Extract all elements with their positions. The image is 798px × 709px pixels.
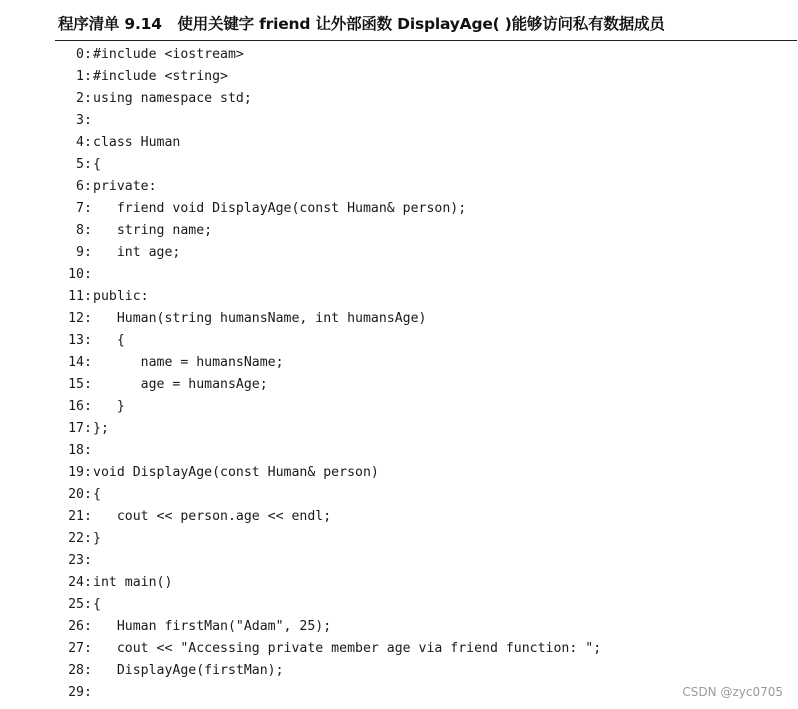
line-separator: : <box>84 487 92 502</box>
title-divider <box>55 40 797 41</box>
code-line <box>58 154 601 176</box>
line-number: 20 <box>68 487 84 502</box>
line-number: 23 <box>68 553 84 568</box>
code-line <box>58 374 601 396</box>
line-separator: : <box>84 267 92 282</box>
line-number: 24 <box>68 575 84 590</box>
code-line <box>58 66 601 88</box>
line-number: 11 <box>68 289 84 304</box>
line-code: } <box>93 399 125 414</box>
line-separator: : <box>84 685 92 700</box>
line-code: name = humansName; <box>93 355 284 370</box>
line-separator: : <box>84 223 92 238</box>
line-number: 5 <box>76 157 84 172</box>
line-code: private: <box>93 179 157 194</box>
line-code: class Human <box>93 135 181 150</box>
line-number: 0 <box>76 47 84 62</box>
line-number: 8 <box>76 223 84 238</box>
line-number: 29 <box>68 685 84 700</box>
line-separator: : <box>84 245 92 260</box>
line-separator: : <box>84 355 92 370</box>
line-separator: : <box>84 619 92 634</box>
line-code: cout << "Accessing private member age via friend function: "; <box>93 641 602 656</box>
code-line <box>58 44 601 66</box>
line-number: 1 <box>76 69 84 84</box>
code-line <box>58 242 601 264</box>
line-separator: : <box>84 135 92 150</box>
line-separator: : <box>84 509 92 524</box>
line-code: }; <box>93 421 109 436</box>
line-number: 3 <box>76 113 84 128</box>
code-line <box>58 308 601 330</box>
line-separator: : <box>84 443 92 458</box>
code-line <box>58 418 601 440</box>
line-separator: : <box>84 553 92 568</box>
line-separator: : <box>84 421 92 436</box>
line-code: age = humansAge; <box>93 377 268 392</box>
line-separator: : <box>84 399 92 414</box>
line-separator: : <box>84 575 92 590</box>
line-code: int age; <box>93 245 181 260</box>
line-number: 26 <box>68 619 84 634</box>
line-number: 27 <box>68 641 84 656</box>
line-number: 13 <box>68 333 84 348</box>
line-number: 4 <box>76 135 84 150</box>
code-line <box>58 198 601 220</box>
line-code: void DisplayAge(const Human& person) <box>93 465 379 480</box>
code-line <box>58 550 601 572</box>
line-separator: : <box>84 641 92 656</box>
line-code: friend void DisplayAge(const Human& person); <box>93 201 467 216</box>
line-separator: : <box>84 157 92 172</box>
code-line <box>58 110 601 132</box>
code-line <box>58 440 601 462</box>
line-separator: : <box>84 113 92 128</box>
code-line <box>58 572 601 594</box>
code-line <box>58 616 601 638</box>
code-line <box>58 528 601 550</box>
line-code: int main() <box>93 575 173 590</box>
code-line <box>58 660 601 682</box>
code-line <box>58 682 601 704</box>
code-line <box>58 176 601 198</box>
code-line <box>58 88 601 110</box>
code-line <box>58 396 601 418</box>
line-code: { <box>93 333 125 348</box>
line-number: 10 <box>68 267 84 282</box>
code-line <box>58 484 601 506</box>
code-listing <box>58 44 601 704</box>
line-code: { <box>93 597 101 612</box>
line-number: 16 <box>68 399 84 414</box>
line-separator: : <box>84 465 92 480</box>
line-number: 7 <box>76 201 84 216</box>
listing-title: 程序清单 9.14 使用关键字 friend 让外部函数 DisplayAge( )能够访问私有数据成员 <box>58 15 665 33</box>
line-number: 14 <box>68 355 84 370</box>
line-separator: : <box>84 289 92 304</box>
line-separator: : <box>84 311 92 326</box>
line-number: 6 <box>76 179 84 194</box>
line-separator: : <box>84 597 92 612</box>
line-number: 19 <box>68 465 84 480</box>
line-number: 15 <box>68 377 84 392</box>
line-number: 22 <box>68 531 84 546</box>
line-number: 25 <box>68 597 84 612</box>
code-line <box>58 594 601 616</box>
line-number: 21 <box>68 509 84 524</box>
line-code: public: <box>93 289 149 304</box>
line-separator: : <box>84 377 92 392</box>
code-line <box>58 506 601 528</box>
line-code: cout << person.age << endl; <box>93 509 332 524</box>
line-code: { <box>93 157 101 172</box>
code-line <box>58 264 601 286</box>
code-line <box>58 220 601 242</box>
code-line <box>58 286 601 308</box>
line-code: #include <string> <box>93 69 228 84</box>
line-code: Human firstMan("Adam", 25); <box>93 619 332 634</box>
line-number: 12 <box>68 311 84 326</box>
code-line <box>58 132 601 154</box>
line-number: 9 <box>76 245 84 260</box>
line-separator: : <box>84 663 92 678</box>
line-number: 17 <box>68 421 84 436</box>
code-line <box>58 638 601 660</box>
line-separator: : <box>84 333 92 348</box>
csdn-watermark: CSDN @zyc0705 <box>682 685 783 699</box>
line-code: string name; <box>93 223 213 238</box>
line-separator: : <box>84 69 92 84</box>
code-line <box>58 352 601 374</box>
line-code: #include <iostream> <box>93 47 244 62</box>
line-separator: : <box>84 201 92 216</box>
code-line <box>58 330 601 352</box>
code-line <box>58 462 601 484</box>
line-code: } <box>93 531 101 546</box>
line-code: Human(string humansName, int humansAge) <box>93 311 427 326</box>
line-separator: : <box>84 47 92 62</box>
line-number: 2 <box>76 91 84 106</box>
line-separator: : <box>84 531 92 546</box>
line-code: DisplayAge(firstMan); <box>93 663 284 678</box>
line-number: 18 <box>68 443 84 458</box>
line-number: 28 <box>68 663 84 678</box>
line-separator: : <box>84 91 92 106</box>
line-code: { <box>93 487 101 502</box>
line-separator: : <box>84 179 92 194</box>
line-code: using namespace std; <box>93 91 252 106</box>
